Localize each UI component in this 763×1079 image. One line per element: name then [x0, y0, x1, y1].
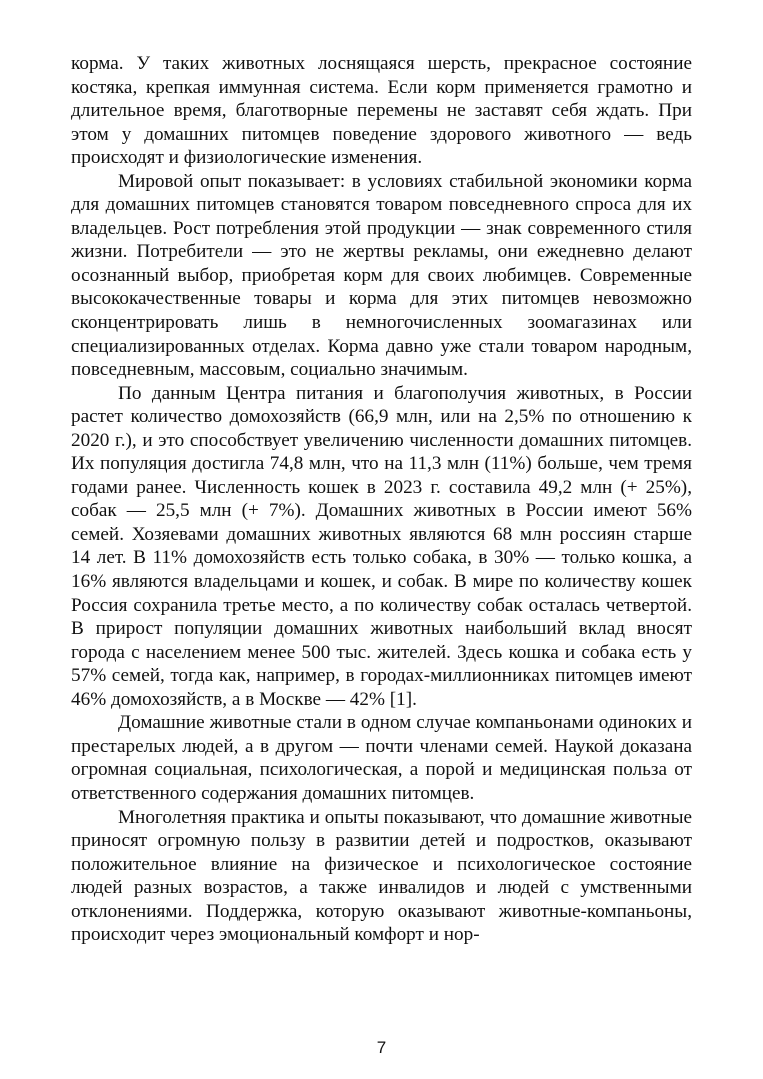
paragraph-5: Многолетняя практика и опыты показывают, что домашние животные приносят огромную пользу в развитии детей и подростков, оказывают положительное влияние на физическое и психологическое состояние людей разных возрастов, а также инвалидов и людей с умственными отклонениями. Поддержка, которую оказывают животные-компаньоны, происходит через эмоциональный комфорт и нор-	[71, 806, 692, 946]
paragraph-4: Домашние животные стали в одном случае компаньонами одиноких и престарелых людей, а в другом — почти членами семей. Наукой доказана огромная социальная, психологическая, а порой и медицинская польза от ответственного содержания домашних питомцев.	[71, 712, 692, 804]
paragraph-2: Мировой опыт показывает: в условиях стабильной экономики корма для домашних питомцев становятся товаром повседневного спроса для их владельцев. Рост потребления этой продукции — знак современного стиля жизни. Потребители — это не жертвы рекламы, они ежедневно делают осознанный выбор, приобретая корм для своих любимцев. Современные высококачественные товары и корма для этих питомцев невозможно сконцентрировать лишь в немногочисленных зоомагазинах или специализированных отделах. Корма давно уже стали товаром народным, повседневным, массовым, социально значимым.	[71, 170, 692, 381]
paragraph-1: корма. У таких животных лоснящаяся шерсть, прекрасное состояние костяка, крепкая иммунная система. Если корм применяется грамотно и длительное время, благотворные перемены не заставят себя ждать. При этом у домашних питомцев поведение здорового животного — ведь происходят и физиологические изменения.	[71, 53, 692, 169]
page-number: 7	[376, 1038, 387, 1057]
page-body	[71, 52, 692, 947]
paragraph-3: По данным Центра питания и благополучия животных, в России растет количество домохозяйств (66,9 млн, или на 2,5% по отношению к 2020 г.), и это способствует увеличению численности домашних питомцев. Их популяция достигла 74,8 млн, что на 11,3 млн (11%) больше, чем тремя годами ранее. Численность кошек в 2023 г. составила 49,2 млн (+ 25%), собак — 25,5 млн (+ 7%). Домашних животных в России имеют 56% семей. Хозяевами домашних животных являются 68 млн россиян старше 14 лет. В 11% домохозяйств есть только собака, в 30% — только кошка, а 16% являются владельцами и кошек, и собак. В мире по количеству кошек Россия сохранила третье место, а по количеству собак осталась четвертой. В прирост популяции домашних животных наибольший вклад вносят города с населением менее 500 тыс. жителей. Здесь кошка и собака есть у 57% семей, тогда как, например, в городах-миллионниках питомцев имеют 46% домохозяйств, а в Москве — 42% [1].	[71, 382, 692, 710]
